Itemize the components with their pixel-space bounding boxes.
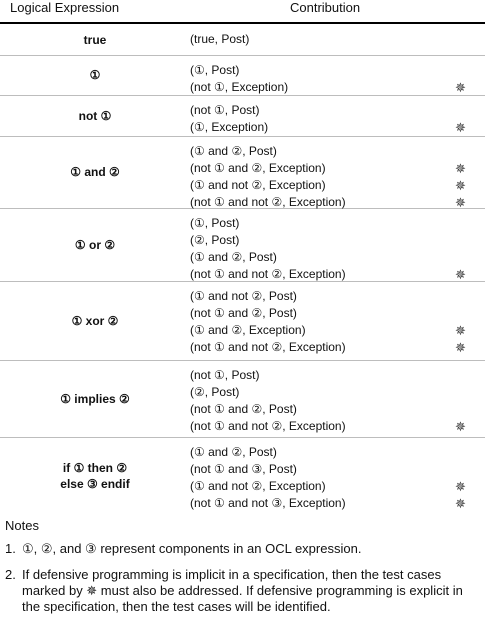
logical-expression (0, 55, 190, 95)
defensive-programming-marker-icon: ✵ (455, 323, 466, 338)
column-header-logical-expression: Logical Expression (10, 0, 120, 15)
contribution-text: (① and ②, Post) (190, 250, 277, 264)
contribution-list (190, 367, 485, 435)
contribution-item (190, 401, 485, 418)
contribution-item (190, 177, 485, 194)
contribution-list (190, 102, 485, 136)
contribution-text: (not ①, Exception) (190, 80, 289, 94)
contribution-item (190, 418, 485, 435)
expression-text: ① and ② (70, 165, 120, 179)
defensive-programming-marker-icon: ✵ (455, 419, 466, 434)
contribution-text: (①, Post) (190, 63, 240, 77)
defensive-programming-marker-icon: ✵ (455, 496, 466, 511)
contribution-text: (not ① and ②, Post) (190, 306, 297, 320)
logical-expression (0, 360, 190, 437)
contribution-item (190, 461, 485, 478)
note-text: ①, ②, and ③ represent components in an OCL expression. (22, 541, 362, 556)
defensive-programming-marker-icon: ✵ (455, 479, 466, 494)
contribution-item (190, 79, 485, 96)
contribution-item (190, 31, 485, 48)
contribution-list (190, 288, 485, 356)
contribution-text: (not ① and ②, Post) (190, 402, 297, 416)
contribution-item (190, 444, 485, 461)
logical-expression (0, 208, 190, 281)
logical-expression (0, 136, 190, 208)
contribution-list (190, 444, 485, 512)
contribution-text: (① and ②, Post) (190, 144, 277, 158)
contribution-list (190, 31, 485, 48)
defensive-programming-marker-icon: ✵ (455, 178, 466, 193)
contribution-item (190, 322, 485, 339)
contribution-text: (true, Post) (190, 32, 250, 46)
contribution-text: (not ① and not ②, Exception) (190, 419, 346, 433)
table-row (0, 281, 485, 361)
note-number: 2. (5, 567, 16, 582)
logical-expression (0, 24, 190, 55)
contribution-list (190, 62, 485, 96)
contribution-item (190, 495, 485, 512)
contribution-text: (① and ②, Exception) (190, 323, 306, 337)
table-row (0, 24, 485, 56)
contribution-text: (not ① and ②, Exception) (190, 161, 326, 175)
contribution-text: (not ① and not ②, Exception) (190, 340, 346, 354)
defensive-programming-marker-icon: ✵ (455, 120, 466, 135)
contribution-item (190, 102, 485, 119)
table-row (0, 95, 485, 137)
defensive-programming-marker-icon: ✵ (455, 80, 466, 95)
note-number: 1. (5, 541, 16, 556)
contribution-text: (not ① and not ②, Exception) (190, 195, 346, 209)
contribution-item (190, 367, 485, 384)
contribution-text: (not ① and ③, Post) (190, 462, 297, 476)
table-row (0, 360, 485, 438)
contribution-item (190, 215, 485, 232)
defensive-programming-marker-icon: ✵ (455, 340, 466, 355)
expression-text: if ① then ② (62, 460, 128, 475)
contribution-text: (①, Exception) (190, 120, 269, 134)
expression-text: ① or ② (74, 237, 116, 252)
contribution-text: (not ①, Post) (190, 103, 260, 117)
logical-expression (0, 437, 190, 514)
defensive-programming-marker-icon: ✵ (455, 195, 466, 210)
contribution-text: (not ①, Post) (190, 368, 260, 382)
defensive-programming-marker-icon: ✵ (455, 267, 466, 282)
contribution-list (190, 143, 485, 211)
contribution-item (190, 305, 485, 322)
contribution-item (190, 339, 485, 356)
contribution-text: (① and not ②, Post) (190, 289, 297, 303)
contribution-text: (②, Post) (190, 385, 240, 399)
contribution-text: (①, Post) (190, 216, 240, 230)
defensive-programming-marker-icon: ✵ (455, 161, 466, 176)
contribution-item (190, 478, 485, 495)
contribution-item (190, 232, 485, 249)
table-row (0, 208, 485, 282)
contribution-text: (not ① and not ②, Exception) (190, 267, 346, 281)
table-header (0, 0, 485, 24)
table-row (0, 136, 485, 209)
logical-expression (0, 95, 190, 136)
contribution-item (190, 160, 485, 177)
contribution-text: (① and not ②, Exception) (190, 479, 326, 493)
table-row (0, 437, 485, 514)
contribution-text: (not ① and not ③, Exception) (190, 496, 346, 510)
contribution-item (190, 119, 485, 136)
expression-text: ① xor ② (71, 313, 119, 328)
contribution-item (190, 288, 485, 305)
contribution-item (190, 143, 485, 160)
expression-text: ① (89, 68, 101, 82)
contribution-item (190, 62, 485, 79)
contribution-item (190, 384, 485, 401)
expression-text: not ① (78, 108, 112, 123)
expression-text: true (83, 32, 107, 47)
contribution-list (190, 215, 485, 283)
contribution-text: (① and not ②, Exception) (190, 178, 326, 192)
note-text: If defensive programming is implicit in a specification, then the test cases marked by ✵ must also be addressed. If defensive programming is explicit in the specification, then the test cases will be identified. (22, 567, 463, 614)
logical-expression (0, 281, 190, 360)
notes-title: Notes (5, 518, 39, 533)
column-header-contribution: Contribution (290, 0, 361, 15)
expression-text: else ③ endif (60, 476, 130, 491)
contribution-text: (②, Post) (190, 233, 240, 247)
table-row (0, 55, 485, 96)
contribution-text: (① and ②, Post) (190, 445, 277, 459)
expression-text: ① implies ② (60, 391, 130, 406)
contribution-item (190, 249, 485, 266)
